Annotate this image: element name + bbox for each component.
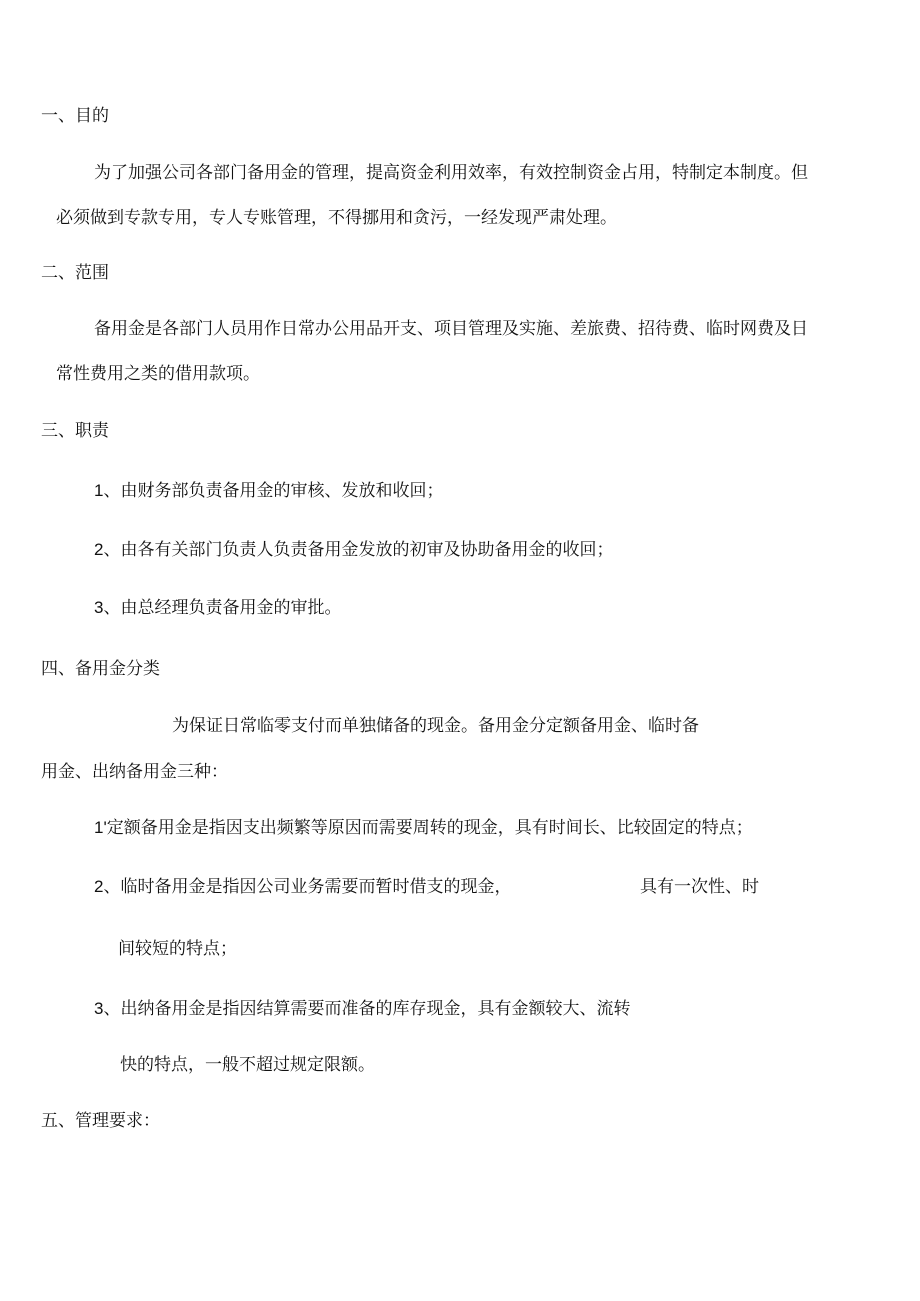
section-heading-management: 五、管理要求： — [41, 1111, 160, 1131]
list-item-text: 、由财务部负责备用金的审核、发放和收回； — [103, 481, 444, 501]
list-item-continuation: 快的特点，一般不超过规定限额。 — [120, 1055, 375, 1075]
list-item — [94, 597, 341, 619]
paragraph-line: 用金、出纳备用金三种： — [41, 762, 228, 782]
paragraph-line: 常性费用之类的借用款项。 — [56, 364, 260, 384]
list-item-number: 2 — [94, 877, 104, 896]
section-heading-classification: 四、备用金分类 — [41, 659, 160, 679]
list-item-number: 1' — [94, 818, 107, 837]
list-item-continuation: 间较短的特点； — [118, 939, 237, 959]
section-heading-purpose: 一、目的 — [41, 106, 109, 126]
list-item-text: 、由各有关部门负责人负责备用金发放的初审及协助备用金的收回； — [103, 540, 614, 560]
section-heading-scope: 二、范围 — [41, 263, 109, 283]
list-item-text: 定额备用金是指因支出频繁等原因而需要周转的现金，具有时间长、比较固定的特点； — [106, 818, 753, 838]
list-item — [94, 539, 613, 561]
list-item-text: 、临时备用金是指因公司业务需要而暂时借支的现金， — [103, 877, 512, 897]
list-item-number: 3 — [94, 598, 104, 617]
list-item — [94, 998, 630, 1020]
section-heading-duties: 三、职责 — [41, 421, 109, 441]
list-item — [94, 480, 443, 502]
paragraph-line: 为保证日常临零支付而单独储备的现金。备用金分定额备用金、临时备 — [172, 716, 699, 736]
list-item-number: 1 — [94, 481, 104, 500]
list-item-number: 2 — [94, 540, 104, 559]
list-item-number: 3 — [94, 999, 104, 1018]
list-item-text: 、由总经理负责备用金的审批。 — [103, 598, 342, 618]
paragraph-line: 为了加强公司各部门备用金的管理，提高资金利用效率，有效控制资金占用，特制定本制度。但 — [94, 163, 808, 183]
list-item-text: 、出纳备用金是指因结算需要而准备的库存现金，具有金额较大、流转 — [103, 999, 631, 1019]
paragraph-line: 备用金是各部门人员用作日常办公用品开支、项目管理及实施、差旅费、招待费、临时网费及日 — [94, 319, 808, 339]
list-item — [94, 876, 511, 898]
list-item — [94, 817, 753, 839]
list-item-text-right: 具有一次性、时 — [640, 877, 759, 897]
paragraph-line: 必须做到专款专用，专人专账管理，不得挪用和贪污，一经发现严肃处理。 — [56, 208, 617, 228]
